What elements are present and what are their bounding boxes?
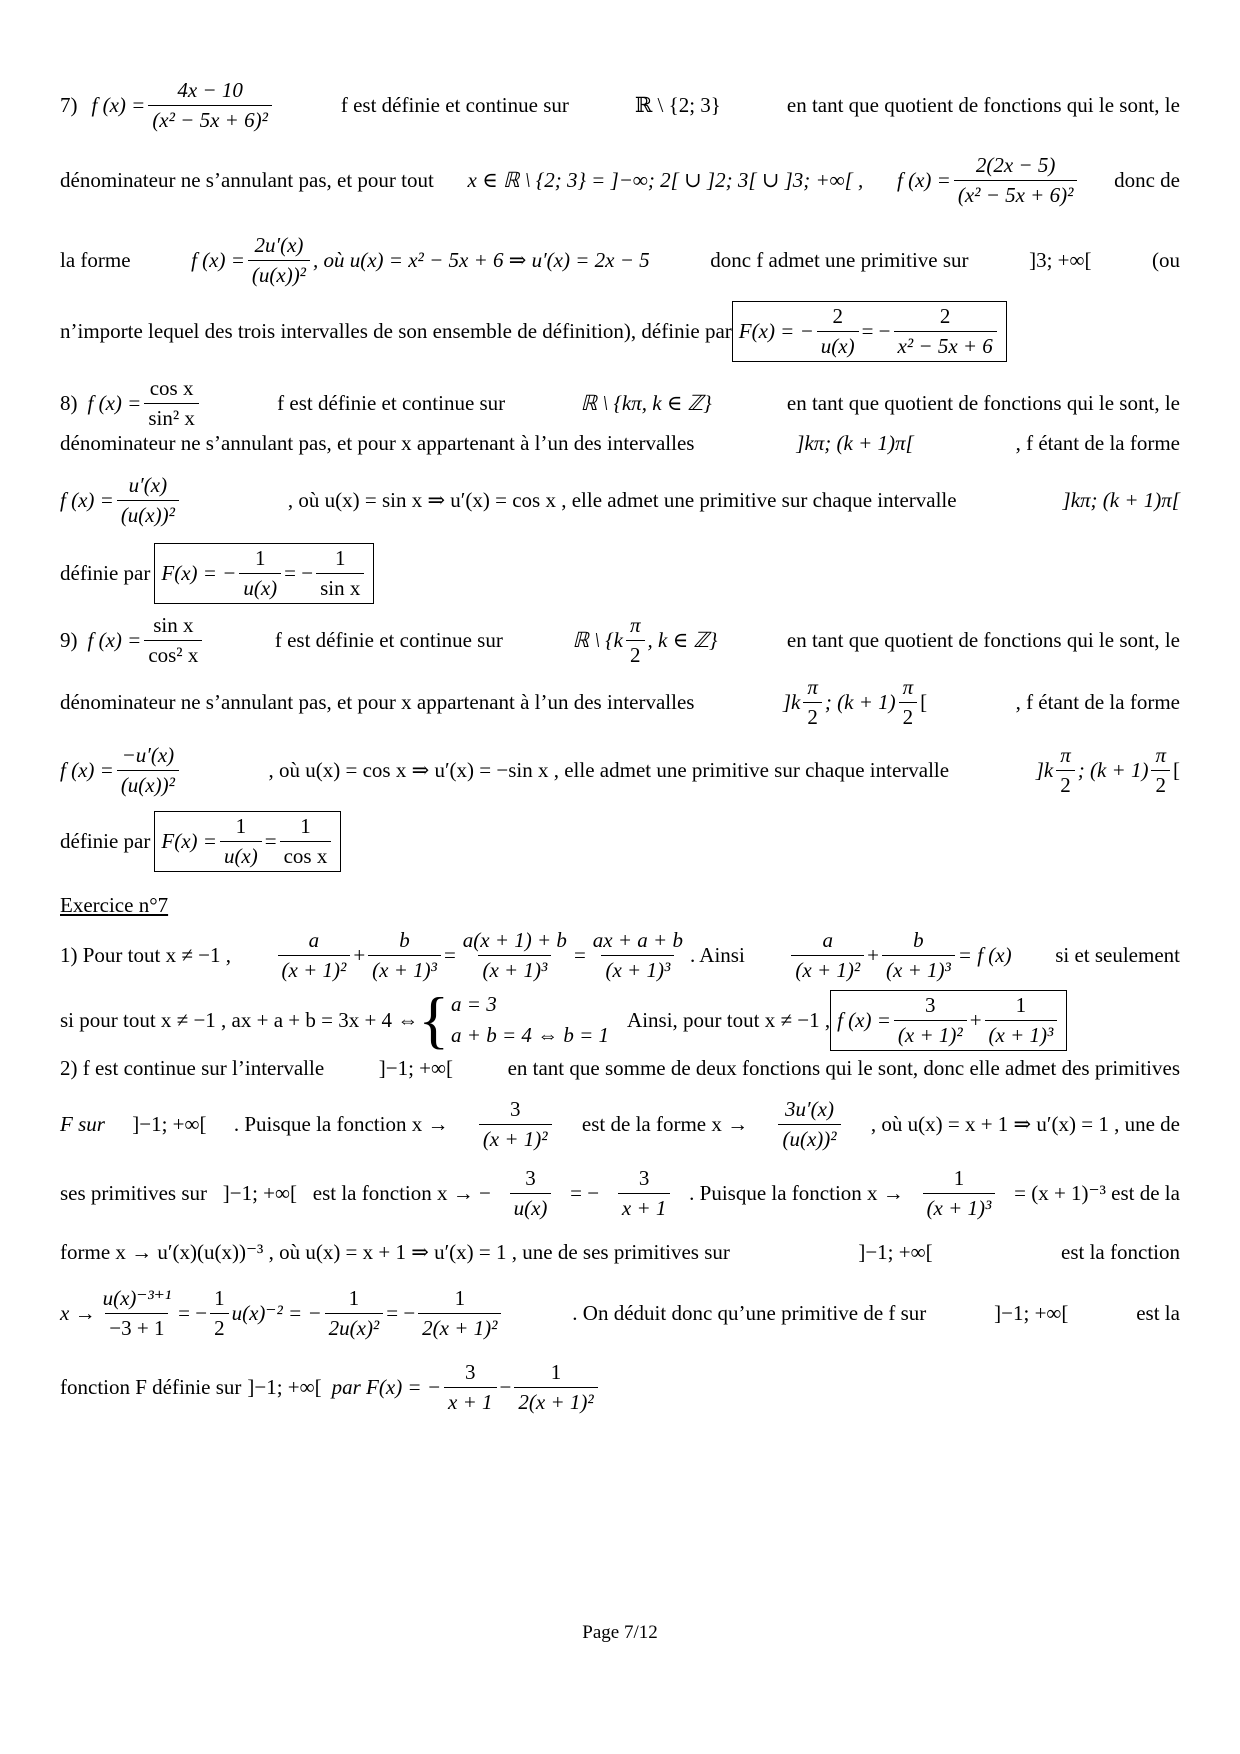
b-fraction: [368, 928, 441, 983]
ex7-p1-l2-start: si pour tout x ≠ −1 , ax + a + b = 3x + 4 ⇔: [60, 1007, 419, 1032]
F-lhs: F(x) =: [161, 828, 217, 853]
ex7-p2-l1: 2) f est continue sur l’intervalle: [60, 1055, 325, 1080]
ex7-p1-line-1: [60, 922, 1180, 988]
exercise-heading-row: [60, 890, 1180, 920]
q7-line3-end: (ou: [1152, 247, 1180, 272]
q8-def-label: définie par: [60, 560, 151, 585]
denominator: x² − 5x + 6: [894, 331, 997, 359]
ex7-p2-line-1: [60, 1052, 1180, 1084]
q9-line-1: [60, 608, 1180, 672]
half-fraction: [210, 1286, 229, 1341]
ex7-p2-line-2: [60, 1088, 1180, 1160]
denominator: sin x: [316, 573, 364, 601]
equals: = −: [861, 318, 891, 343]
frac-3-over-x1: [618, 1166, 671, 1221]
ex7-p1-line-2: [60, 985, 1180, 1055]
q9-def-label: définie par: [60, 828, 151, 853]
denominator: (u(x))²: [117, 500, 179, 528]
q7-line3-start: la forme: [60, 247, 131, 272]
numerator: 1: [454, 1285, 466, 1310]
q8-text-2: en tant que quotient de fonctions qui le sont, le: [786, 390, 1180, 415]
denominator: u(x): [510, 1193, 552, 1221]
q9-form-fraction: [117, 743, 179, 798]
frac-3-over-u: [510, 1166, 552, 1221]
numerator: cos x: [149, 375, 194, 400]
ex7-p2-l5-end: est la: [1136, 1300, 1180, 1325]
q9-f-lhs: f (x) =: [87, 627, 142, 652]
q9-f-fraction: [144, 613, 202, 668]
q8-u-definition: , où u(x) = sin x ⇒ u′(x) = cos x , elle admet une primitive sur chaque intervalle: [287, 487, 957, 512]
denominator: sin² x: [144, 403, 199, 431]
numerator: 1: [550, 1359, 562, 1384]
q8-F-frac-1: [239, 546, 281, 601]
denominator: 2: [210, 1313, 229, 1341]
ex7-condition: [788, 928, 1011, 983]
ex7-p2-l6-start: fonction F définie sur: [60, 1374, 242, 1399]
denominator: (x + 1)³: [478, 955, 551, 983]
q7-line2-end: donc de: [1114, 167, 1180, 192]
equals: = −: [570, 1180, 600, 1205]
denominator: (x + 1)²: [791, 955, 864, 983]
q9-line-2: [60, 672, 1180, 732]
numerator: −u′(x): [121, 742, 175, 767]
denominator: −3 + 1: [105, 1313, 168, 1341]
q9-line2-text: dénominateur ne s’annulant pas, et pour x appartenant à l’un des intervalles: [60, 689, 695, 714]
numerator: π: [1155, 742, 1166, 767]
domain-post: , k ∈ ℤ}: [647, 627, 718, 652]
q7-text-2: en tant que quotient de fonctions qui le sont, le: [786, 92, 1180, 117]
q9-line-3: [60, 732, 1180, 808]
denominator: (x + 1)²: [894, 1020, 967, 1048]
numerator: π: [630, 612, 641, 637]
ex7-p2-line-6: [60, 1352, 1180, 1422]
minus: −: [499, 1374, 512, 1399]
numerator: a: [822, 927, 834, 952]
power-fraction: [99, 1286, 176, 1341]
ex7-p1-end: si et seulement: [1055, 942, 1180, 967]
box-fraction-1: [894, 993, 967, 1048]
q9-u-definition: , où u(x) = cos x ⇒ u′(x) = −sin x , elle admet une primitive sur chaque intervalle: [268, 757, 950, 782]
ex7-p2-line-3: [60, 1160, 1180, 1226]
ex7-p2-l3-mid: est la fonction x → −: [312, 1180, 491, 1205]
q7-text: f est définie et continue sur: [340, 92, 569, 117]
q7-result-box: [732, 301, 1007, 362]
numerator: 3: [509, 1096, 521, 1121]
q9-result-box: [154, 811, 341, 872]
plus: +: [969, 1007, 982, 1032]
denominator: 2u(x)²: [325, 1313, 384, 1341]
q7-domain-union: x ∈ ℝ \ {2; 3} = ]−∞; 2[ ∪ ]2; 3[ ∪ ]3; +∞[ ,: [467, 167, 864, 192]
numerator: 4x − 10: [177, 77, 243, 102]
ex7-p2-l4-end: est la fonction: [1061, 1239, 1180, 1264]
numerator: u(x)⁻³⁺¹: [102, 1285, 172, 1310]
a-fraction: [791, 928, 864, 983]
frac-2u-square: [325, 1286, 384, 1341]
q9-F-frac-2: [280, 814, 332, 869]
q8-line-4: [60, 538, 1180, 608]
numerator: 2u′(x): [254, 232, 304, 257]
q7-form-lhs: f (x) =: [191, 247, 245, 272]
interval: ]−1; +∞[: [994, 1300, 1069, 1325]
brace-icon: {: [418, 984, 450, 1055]
q9-text: f est définie et continue sur: [274, 627, 503, 652]
b-fraction: [882, 928, 955, 983]
q7-line-2: [60, 145, 1180, 215]
numerator: sin x: [153, 612, 194, 637]
frac-3-over-x1: [444, 1360, 497, 1415]
domain-pre: ℝ \ {k: [572, 627, 623, 652]
exercise-heading: Exercice n°7: [60, 892, 169, 917]
interval: ]−1; +∞[: [378, 1055, 453, 1080]
interval-mid: ; (k + 1): [824, 689, 896, 714]
denominator: (x + 1)²: [278, 955, 351, 983]
numerator: 3: [525, 1165, 536, 1190]
q8-F-frac-2: [316, 546, 364, 601]
q8-f-fraction: [144, 376, 199, 431]
numerator: 2(2x − 5): [975, 152, 1056, 177]
numerator: b: [399, 927, 410, 952]
frac-1-over-cube: [923, 1166, 996, 1221]
ex7-p2-l2-mid: . Puisque la fonction x →: [233, 1111, 449, 1136]
denominator: (u(x))²: [778, 1124, 840, 1152]
denominator: 2: [626, 640, 645, 668]
q8-line2-text: dénominateur ne s’annulant pas, et pour x appartenant à l’un des intervalles: [60, 430, 695, 455]
equals: =: [264, 828, 277, 853]
q8-text: f est définie et continue sur: [277, 390, 506, 415]
denominator: 2: [899, 702, 918, 730]
ainsi: . Ainsi: [689, 942, 745, 967]
pi-over-2: [1056, 743, 1075, 798]
numerator: 1: [1015, 992, 1027, 1017]
denominator: 2(x + 1)²: [514, 1387, 597, 1415]
numerator: b: [913, 927, 924, 952]
interval-open: ]k: [1035, 757, 1054, 782]
f-lhs: f (x) =: [837, 1007, 891, 1032]
numerator: 1: [300, 813, 311, 838]
interval-close: [: [920, 689, 928, 714]
denominator: 2(x + 1)²: [418, 1313, 501, 1341]
q8-form-lhs: f (x) =: [60, 487, 114, 512]
ex7-p2-l2-end: , où u(x) = x + 1 ⇒ u′(x) = 1 , une de: [870, 1111, 1180, 1136]
system-row-2: a + b = 4 ⇔ b = 1: [451, 1023, 610, 1047]
denominator: 2: [1056, 770, 1075, 798]
q7-f2-fraction: [954, 153, 1078, 208]
numerator: 1: [334, 545, 346, 570]
q9-label: 9): [60, 627, 78, 652]
q8-interval-2: ]kπ; (k + 1)π[: [1062, 487, 1180, 512]
q7-domain: ℝ \ {2; 3}: [634, 92, 721, 117]
pi-over-2: [803, 675, 822, 730]
q7-F-frac-1: [817, 304, 859, 359]
q7-F-frac-2: [894, 304, 997, 359]
interval: ]−1; +∞[: [247, 1374, 322, 1399]
F-def: par F(x) = −: [331, 1374, 442, 1399]
ex7-p2-l2-form: est de la forme x →: [581, 1111, 749, 1136]
q7-line2-text: dénominateur ne s’annulant pas, et pour tout: [60, 167, 434, 192]
denominator: (x + 1)²: [479, 1124, 552, 1152]
q7-line3-text: donc f admet une primitive sur: [710, 247, 969, 272]
ex7-p1-start: 1) Pour tout x ≠ −1 ,: [60, 942, 231, 967]
numerator: 1: [255, 545, 266, 570]
q9-interval: [783, 675, 927, 730]
q7-f-fraction: [148, 78, 272, 133]
q7-label: 7): [60, 92, 78, 117]
numerator: a: [308, 927, 320, 952]
ex7-p2-line-5: [60, 1278, 1180, 1348]
denominator: (x² − 5x + 6)²: [954, 180, 1078, 208]
numerator: 2: [939, 303, 951, 328]
equals: = −: [284, 560, 314, 585]
q8-label: 8): [60, 390, 78, 415]
ex7-p2-l2-start: F sur: [60, 1111, 105, 1136]
plus: +: [867, 942, 880, 967]
q8-line-2: [60, 425, 1180, 461]
q7-form-fraction: [248, 233, 310, 288]
fraction-3u-prime: [778, 1097, 840, 1152]
numerator: u′(x): [128, 472, 168, 497]
numerator: 3: [925, 992, 936, 1017]
q8-result-box: [154, 543, 374, 604]
frac-2x1-square: [418, 1286, 501, 1341]
plus: +: [353, 942, 366, 967]
denominator: (u(x))²: [117, 770, 179, 798]
q7-line-4: [60, 296, 1180, 366]
q9-form-lhs: f (x) =: [60, 757, 114, 782]
equals: = −: [386, 1300, 416, 1325]
primitive-chain: [60, 1286, 504, 1341]
combined-fraction: [459, 928, 571, 983]
denominator: cos x: [280, 841, 332, 869]
interval: ]−1; +∞[: [132, 1111, 207, 1136]
denominator: (x + 1)³: [882, 955, 955, 983]
q8-form-fraction: [117, 473, 179, 528]
q9-line2-end: , f étant de la forme: [1015, 689, 1180, 714]
denominator: u(x): [220, 841, 262, 869]
denominator: (x + 1)³: [923, 1193, 996, 1221]
ex7-p2-line-4: [60, 1234, 1180, 1270]
ex7-p2-l3-end: = (x + 1)⁻³ est de la: [1014, 1180, 1180, 1205]
denominator: (x² − 5x + 6)²: [148, 105, 272, 133]
q7-f-lhs: f (x) =: [91, 92, 146, 117]
q7-line4-text: n’importe lequel des trois intervalles de son ensemble de définition), définie par: [60, 318, 732, 343]
interval-mid: ; (k + 1): [1077, 757, 1149, 782]
numerator: 1: [953, 1165, 965, 1190]
interval-close: [: [1173, 757, 1180, 782]
pi-over-2: [626, 613, 645, 668]
q9-text-2: en tant que quotient de fonctions qui le sont, le: [786, 627, 1180, 652]
denominator: u(x): [817, 331, 859, 359]
expanded-fraction: [589, 928, 687, 983]
q9-F-frac-1: [220, 814, 262, 869]
q9-interval-2: [1036, 743, 1180, 798]
ex7-p2-l1-end: en tant que somme de deux fonctions qui le sont, donc elle admet des primitives: [507, 1055, 1180, 1080]
ex7-p1-l2-mid: Ainsi, pour tout x ≠ −1 ,: [627, 1007, 831, 1032]
q8-line-3: [60, 462, 1180, 538]
numerator: 1: [348, 1285, 360, 1310]
pi-over-2: [1151, 743, 1170, 798]
ex7-p2-l4-start: forme x → u′(x)(u(x))⁻³ , où u(x) = x + 1 ⇒ u′(x) = 1 , une de ses primitives sur: [60, 1239, 730, 1264]
q7-u-definition: , où u(x) = x² − 5x + 6 ⇒ u′(x) = 2x − 5: [312, 247, 650, 272]
q7-f2-lhs: f (x) =: [897, 167, 951, 192]
q8-line2-end: , f étant de la forme: [1015, 430, 1180, 455]
equation-system: [418, 984, 610, 1055]
ex7-decomposition: [275, 928, 745, 983]
numerator: 3u′(x): [785, 1096, 834, 1121]
denominator: (x + 1)³: [601, 955, 674, 983]
numerator: 3: [638, 1165, 650, 1190]
equals: =: [443, 942, 456, 967]
ex7-result-box: [830, 990, 1067, 1051]
ex7-p2-l3-start: ses primitives sur: [60, 1180, 207, 1205]
denominator: (x + 1)³: [368, 955, 441, 983]
denominator: u(x): [239, 573, 281, 601]
fraction-3-over-square: [479, 1097, 552, 1152]
interval: ]−1; +∞[: [222, 1180, 297, 1205]
ex7-p2-l5-text: . On déduit donc qu’une primitive de f sur: [572, 1300, 927, 1325]
interval-open: ]k: [782, 689, 801, 714]
q9-line-4: [60, 808, 1180, 874]
denominator: 2: [803, 702, 822, 730]
pi-over-2: [899, 675, 918, 730]
q7-line-1: [60, 70, 1180, 140]
equals: = −: [178, 1300, 208, 1325]
numerator: π: [902, 674, 914, 699]
q8-interval: ]kπ; (k + 1)π[: [796, 430, 914, 455]
denominator: x + 1: [444, 1387, 497, 1415]
u-power: u(x)⁻² = −: [231, 1300, 322, 1325]
F-lhs: F(x) = −: [161, 560, 237, 585]
numerator: 2: [832, 303, 843, 328]
q7-line-3: [60, 220, 1180, 300]
numerator: π: [807, 674, 818, 699]
box-fraction-2: [985, 993, 1058, 1048]
frac-1-over-2x1-square: [514, 1360, 597, 1415]
numerator: 3: [465, 1359, 476, 1384]
maps-to: x →: [60, 1300, 96, 1325]
denominator: (x + 1)³: [985, 1020, 1058, 1048]
numerator: a(x + 1) + b: [462, 927, 567, 952]
numerator: π: [1060, 742, 1071, 767]
q7-interval: ]3; +∞[: [1029, 247, 1092, 272]
page-number: Page 7/12: [582, 1622, 658, 1643]
denominator: x + 1: [618, 1193, 671, 1221]
equals-f: = f (x): [957, 942, 1012, 967]
numerator: 1: [235, 813, 247, 838]
F-lhs: F(x) = −: [738, 318, 814, 343]
denominator: cos² x: [144, 640, 202, 668]
numerator: 1: [214, 1285, 225, 1310]
q8-domain: ℝ \ {kπ, k ∈ ℤ}: [580, 390, 712, 415]
denominator: 2: [1151, 770, 1170, 798]
q8-f-lhs: f (x) =: [87, 390, 142, 415]
ex7-p2-l3-p: . Puisque la fonction x →: [689, 1180, 904, 1205]
a-fraction: [278, 928, 351, 983]
numerator: ax + a + b: [592, 927, 683, 952]
denominator: (u(x))²: [248, 260, 310, 288]
interval: ]−1; +∞[: [858, 1239, 933, 1264]
system-row-1: a = 3: [451, 992, 497, 1016]
equals: =: [573, 942, 586, 967]
q9-domain: [572, 613, 717, 668]
